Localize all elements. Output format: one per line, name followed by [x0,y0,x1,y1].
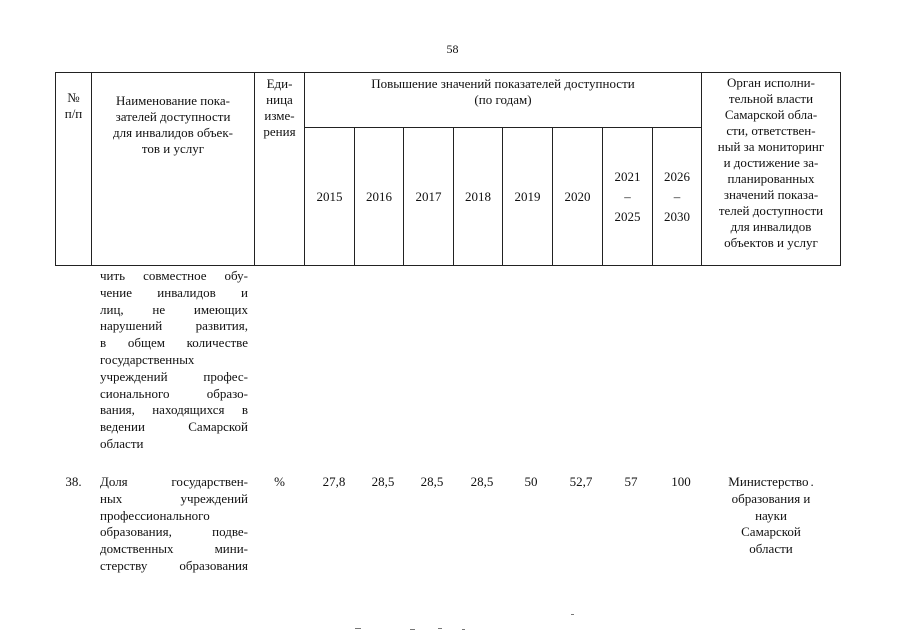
header-organ [702,75,840,265]
continuation-line: вания, находящихся в [100,402,248,418]
header-organ-line: Самарской обла- [724,107,818,122]
row-number: 38. [65,474,82,489]
row-name-line: стерству образования [100,557,248,573]
header-name-line: зателей доступности [115,109,231,124]
header-year-range [653,128,701,265]
header-year [503,128,552,265]
header-organ-line: и достижение за- [723,155,819,170]
row-value: 28,5 [420,474,444,489]
header-unit-line: Еди- [266,76,293,91]
row-value: 50 [524,474,538,489]
header-year-label: 2020 [564,188,591,204]
header-year-range-start: 2021 [614,168,641,184]
row-value: 100 [671,474,691,489]
row-value: 28,5 [470,474,494,489]
header-unit [255,76,304,156]
header-name-line: для инвалидов объек- [113,125,233,140]
continuation-line: нарушений развития, [100,318,248,334]
header-name-line: тов и услуг [141,141,205,156]
scan-speck [355,628,361,629]
header-year-label: 2017 [415,188,442,204]
row-name-line: профессионального [100,507,210,523]
header-increase [305,76,701,116]
continuation-line: чить совместное обу- [100,268,248,283]
header-year-range-start: 2026 [664,168,690,184]
header-name-line: Наименование пока- [116,93,230,108]
header-year-label: 2018 [465,188,491,204]
header-increase-line: (по годам) [474,92,532,107]
header-year [355,128,403,265]
row-organ-line [705,474,837,491]
continuation-text [100,268,248,453]
continuation-line: государственных [100,351,195,367]
continuation-line: лиц, не имеющих [100,301,248,317]
header-organ-line: Орган исполни- [727,75,815,90]
header-year-label: 2016 [366,188,392,204]
page-number: 58 [446,42,459,56]
header-year-label: 2019 [514,188,541,204]
row-organ-line: науки [755,507,787,523]
header-number-line: № [67,90,80,105]
continuation-line: чение инвалидов и [100,284,248,300]
continuation-line: сионального образо- [100,385,248,401]
row-unit: % [274,474,285,489]
continuation-line: в общем количестве [100,335,248,351]
header-unit-line: ница [266,92,293,107]
scan-speck [438,628,442,629]
header-unit-line: изме- [264,108,295,123]
scan-speck [410,629,415,630]
row-organ-mark: . [810,474,814,489]
header-number-line: п/п [64,106,83,121]
row-name-line: образования, подве- [100,524,248,540]
row-value: 28,5 [371,474,395,489]
row-name-line: ных учреждений [100,490,248,506]
header-organ-line: значений показа- [723,187,819,202]
header-year-range-dash: – [673,188,681,204]
header-year-label: 2015 [316,188,343,204]
header-year-range [603,128,652,265]
header-number [56,76,91,136]
header-year-range-end: 2030 [664,208,690,224]
header-unit-line: рения [263,124,296,139]
header-organ-line: сти, ответствен- [726,123,816,138]
scan-speck [571,614,574,615]
scan-speck [462,629,465,630]
row-value: 27,8 [322,474,346,489]
row-value: 52,7 [569,474,593,489]
row-value: 57 [624,474,638,489]
grid-line-right [840,72,841,266]
row-organ-line: образования и [731,490,811,506]
row-name [100,474,248,575]
header-name [92,93,254,173]
continuation-line: области [100,435,144,451]
header-organ-line: для инвалидов [730,219,812,234]
row-organ-line: области [749,541,793,557]
row-name-line: Доля государствен- [100,474,248,489]
continuation-line: учреждений профес- [100,368,248,384]
continuation-line: ведении Самарской [100,419,248,435]
header-increase-line: Повышение значений показателей доступности [371,76,635,91]
grid-header-bottom-line [55,265,841,266]
header-organ-line: ный за мониторинг [717,139,825,154]
grid-top-line [55,72,841,73]
header-year [553,128,602,265]
row-organ-text: Министерство [728,474,809,489]
header-organ-line: объектов и услуг [724,235,818,250]
header-organ-line: тельной власти [728,91,814,106]
header-year [454,128,502,265]
row-name-line: домственных мини- [100,541,248,557]
header-organ-line: телей доступности [718,203,824,218]
header-organ-line: планированных [727,171,815,186]
header-year-range-dash: – [624,188,631,204]
header-year-range-end: 2025 [614,208,641,224]
header-year [305,128,354,265]
row-organ-line: Самарской [741,524,801,540]
header-year [404,128,453,265]
row-organ [705,474,837,558]
